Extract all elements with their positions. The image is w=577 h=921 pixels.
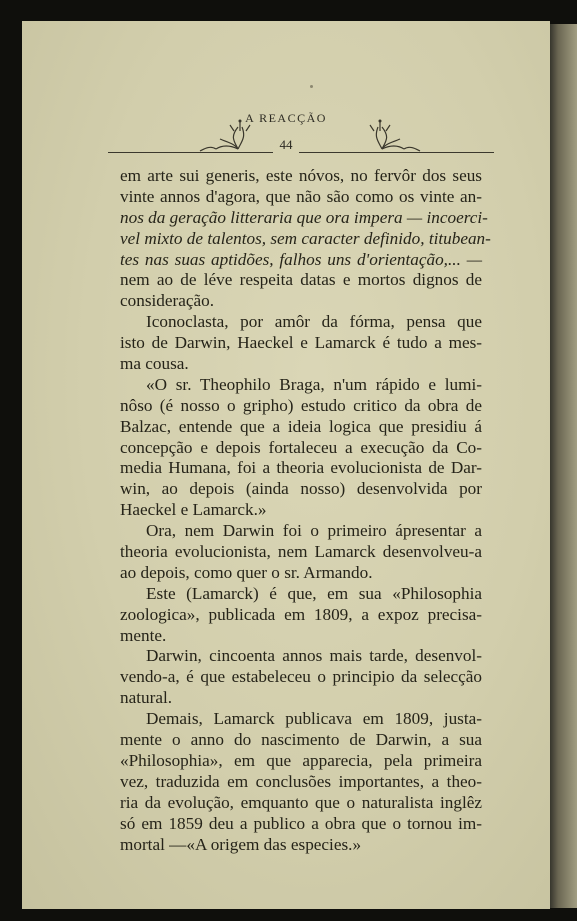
text-line: consideração. <box>120 291 215 311</box>
text-line: theoria evolucionista, nem Lamarck desenvolveu-a <box>120 542 482 562</box>
body-text <box>120 166 491 855</box>
text-line: mortal —«A origem das especies.» <box>120 834 362 854</box>
text-line: Ora, nem Darwin foi o primeiro ápresentar a <box>146 521 482 541</box>
text-line: ma cousa. <box>120 354 189 374</box>
text-line: nem ao de léve respeita datas e mortos dignos de <box>120 270 482 290</box>
adjacent-page-edge <box>548 24 577 908</box>
text-line: ao depois, como quer o sr. Armando. <box>120 562 373 582</box>
text-line: mente. <box>120 625 167 645</box>
text-line: isto de Darwin, Haeckel e Lamarck é tudo a mes- <box>120 333 482 353</box>
text-line: Este (Lamarck) é que, em sua «Philosophia <box>146 583 482 603</box>
text-line: vel mixto de talentos, sem caracter definido, titubean- <box>120 228 491 248</box>
running-title: A REACÇÃO <box>245 111 327 125</box>
text-line: vinte annos d'agora, que não são como os vinte an- <box>120 186 482 206</box>
text-line: só em 1859 deu a publico a obra que o tornou im- <box>120 813 482 833</box>
text-line: «Philosophia», em que apparecia, pela primeira <box>120 750 482 770</box>
text-line: nôso (é nosso o gripho) estudo critico da obra de <box>120 395 482 415</box>
text-line: concepção e depois fortaleceu a execução da Co- <box>120 437 482 457</box>
text-line: vendo-a, é que estabeleceu o principio da selecção <box>120 667 482 687</box>
text-line: Balzac, entende que a ideia logica que presidiu á <box>120 416 482 436</box>
text-line: vez, traduzida em conclusões importantes, a theo- <box>120 771 482 791</box>
text-line: «O sr. Theophilo Braga, n'um rápido e lumi- <box>146 374 482 394</box>
text-line: win, ao depois (ainda nosso) desenvolvida por <box>120 479 482 499</box>
book-page <box>22 21 550 909</box>
text-line: media Humana, foi a theoria evolucionista de Dar- <box>120 458 482 478</box>
text-line: em arte sui generis, este nóvos, no fervôr dos seus <box>120 166 482 185</box>
text-line: tes nas suas aptidões, falhos uns d'orientação,... — <box>120 249 482 269</box>
page-number: 44 <box>279 137 293 152</box>
text-line: Demais, Lamarck publicava em 1809, justa- <box>146 709 482 729</box>
text-line: Haeckel e Lamarck.» <box>120 500 267 520</box>
text-line: zoologica», publicada em 1809, a expoz precisa- <box>120 604 482 624</box>
text-line: natural. <box>120 688 173 708</box>
text-line: Darwin, cincoenta annos mais tarde, desenvol- <box>146 646 482 666</box>
header-rule-right <box>299 152 494 153</box>
paper-speck <box>310 85 313 88</box>
text-line: nos da geração litteraria que ora impera — incoerci- <box>120 207 488 227</box>
text-line: Iconoclasta, por amôr da fórma, pensa que <box>146 312 482 332</box>
text-line: ria da evolução, emquanto que o naturalista inglêz <box>120 792 482 812</box>
text-line: mente o anno do nascimento de Darwin, a sua <box>120 730 482 750</box>
